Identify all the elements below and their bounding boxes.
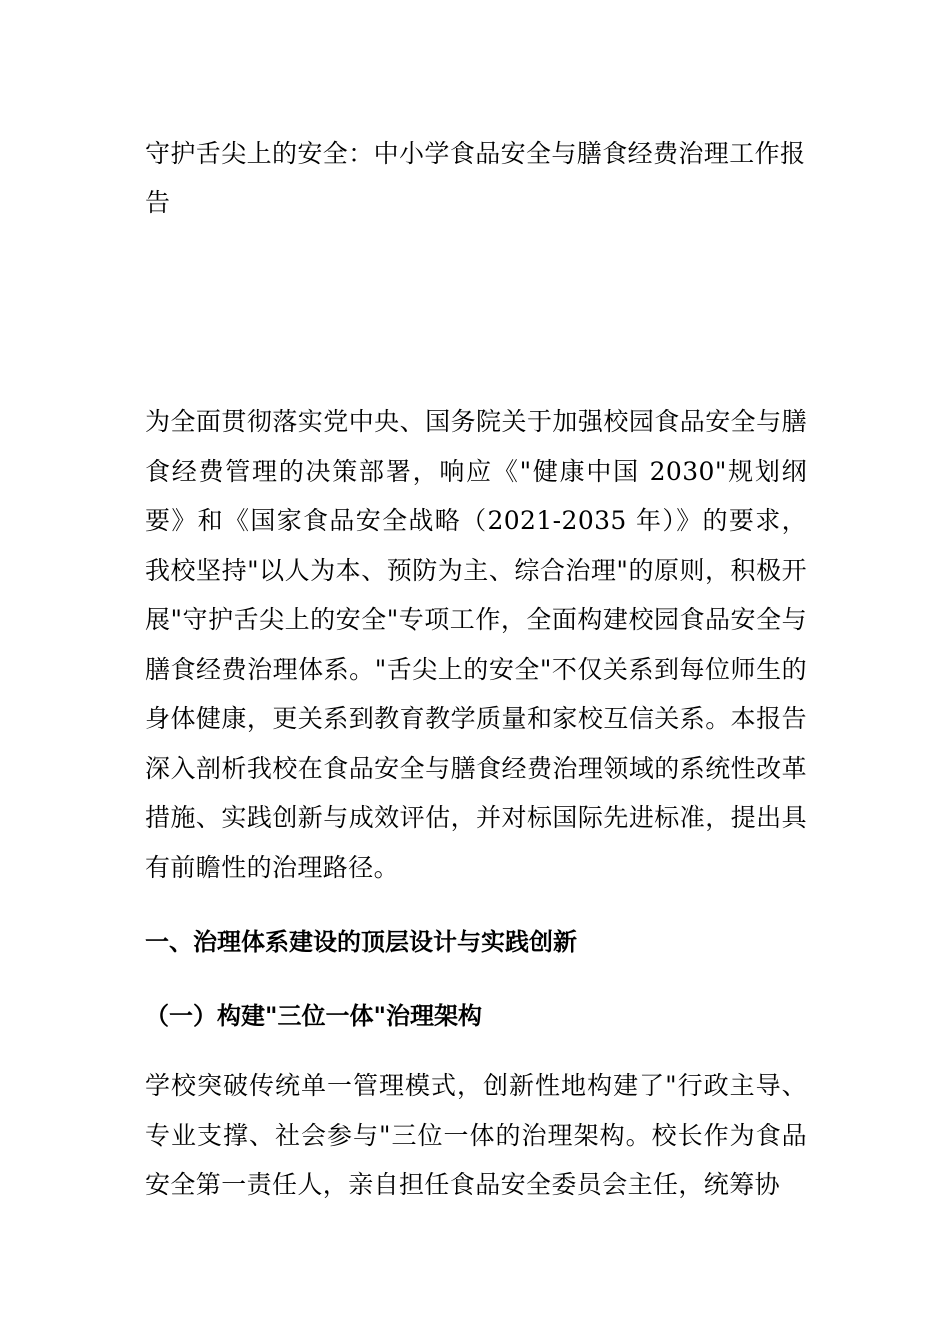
body-paragraph: 学校突破传统单一管理模式，创新性地构建了"行政主导、专业支撑、社会参与"三位一体的治理架构。校长作为食品安全第一责任人，亲自担任食品安全委员会主任，统筹协	[145, 1071, 807, 1199]
section-heading: 一、治理体系建设的顶层设计与实践创新	[145, 928, 577, 956]
subsection-heading: （一）构建"三位一体"治理架构	[145, 1002, 483, 1030]
document-title: 守护舌尖上的安全：中小学食品安全与膳食经费治理工作报告	[145, 139, 806, 217]
intro-paragraph: 为全面贯彻落实党中央、国务院关于加强校园食品安全与膳食经费管理的决策部署，响应《"健康中国 2030"规划纲要》和《国家食品安全战略（2021-2035 年）》的要求，我校坚持"以人为本、预防为主、综合治理"的原则，积极开展"守护舌尖上的安全"专项工作，全面构建校园食品安全与膳食经费治理体系。"舌尖上的安全"不仅关系到每位师生的身体健康，更关系到教育教学质量和家校互信关系。本报告深入剖析我校在食品安全与膳食经费治理领域的系统性改革措施、实践创新与成效评估，并对标国际先进标准，提出具有前瞻性的治理路径。	[145, 407, 807, 882]
